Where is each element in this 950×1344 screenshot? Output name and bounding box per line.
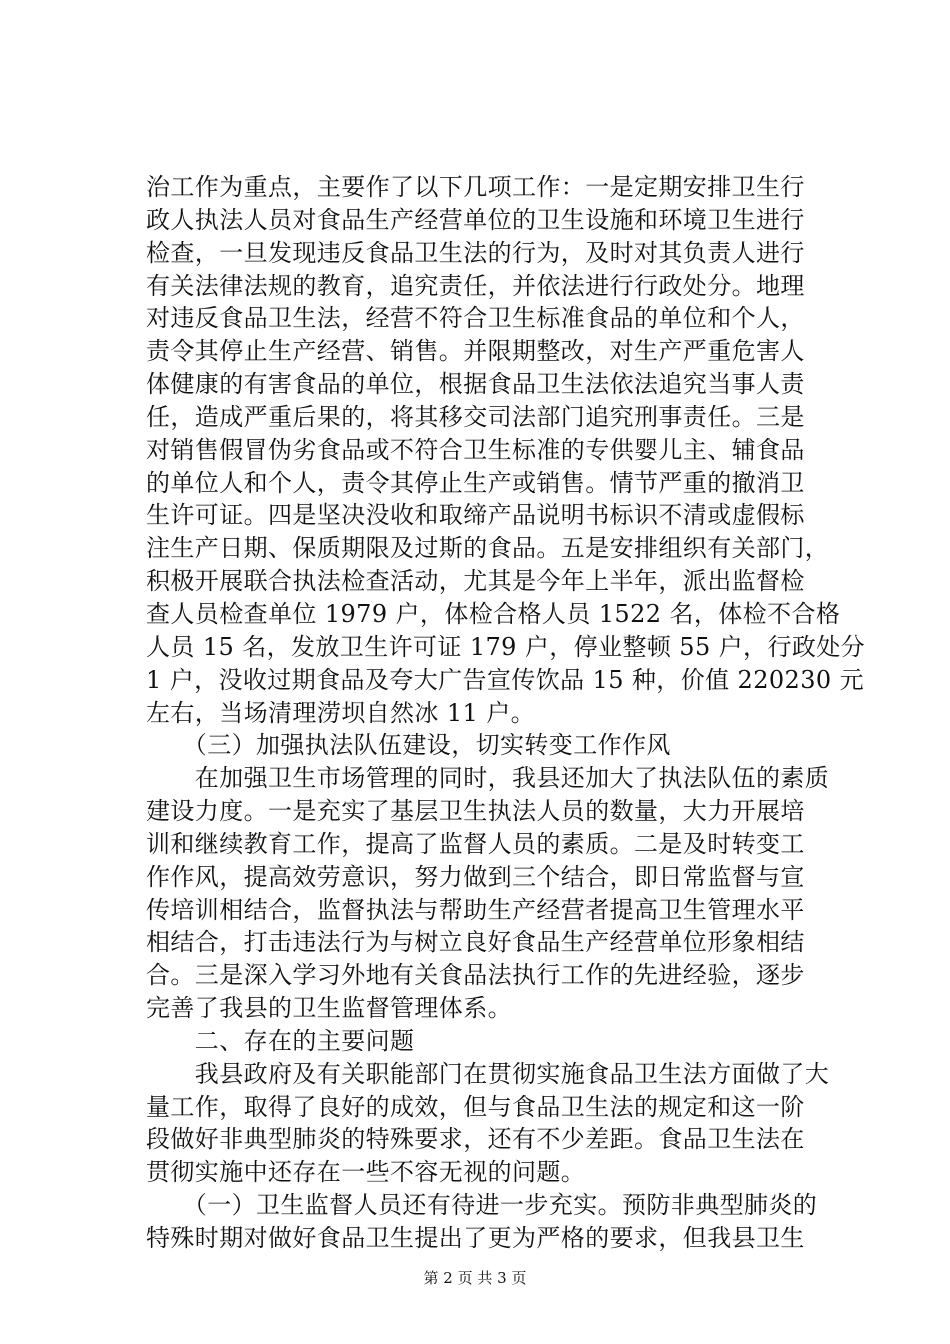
text-line: 对销售假冒伪劣食品或不符合卫生标准的专供婴儿主、辅食品 [146, 435, 805, 464]
text-line: 政人执法人员对食品生产经营单位的卫生设施和环境卫生进行 [146, 205, 805, 234]
section-heading: 二、存在的主要问题 [146, 1026, 415, 1055]
text-line: 治工作为重点，主要作了以下几项工作：一是定期安排卫生行 [146, 173, 805, 201]
text-line: 责令其停止生产经营、销售。并限期整改，对生产严重危害人 [146, 337, 805, 366]
text-line: 完善了我县的卫生监督管理体系。 [146, 994, 512, 1023]
text-line: 作作风，提高效劳意识，努力做到三个结合，即日常监督与宣 [146, 862, 805, 891]
text-line: 1 户，没收过期食品及夸大广告宣传饮品 15 种，价值 220230 元 [146, 665, 864, 694]
text-line: 任，造成严重后果的，将其移交司法部门追究刑事责任。三是 [146, 402, 805, 431]
text-line: 训和继续教育工作，提高了监督人员的素质。二是及时转变工 [146, 829, 805, 858]
text-line: 体健康的有害食品的单位，根据食品卫生法依法追究当事人责 [146, 370, 805, 399]
text-line: 在加强卫生市场管理的同时，我县还加大了执法队伍的素质 [146, 764, 830, 793]
section-heading: （三）加强执法队伍建设，切实转变工作作风 [146, 731, 671, 760]
text-line: 检查，一旦发现违反食品卫生法的行为，及时对其负责人进行 [146, 238, 805, 267]
text-line: 的单位人和个人，责令其停止生产或销售。情节严重的撤消卫 [146, 468, 805, 497]
text-line: 生许可证。四是坚决没收和取缔产品说明书标识不清或虚假标 [146, 501, 805, 530]
text-line: 量工作，取得了良好的成效，但与食品卫生法的规定和这一阶 [146, 1092, 805, 1121]
text-line: 左右，当场清理涝坝自然冰 11 户。 [146, 698, 535, 727]
text-line: 积极开展联合执法检查活动，尤其是今年上半年，派出监督检 [146, 567, 805, 596]
text-line: 有关法律法规的教育，追究责任，并依法进行行政处分。地理 [146, 271, 805, 300]
text-line: 特殊时期对做好食品卫生提出了更为严格的要求，但我县卫生 [146, 1224, 805, 1252]
text-line: 人员 15 名，发放卫生许可证 179 户，停业整顿 55 户，行政处分 [146, 632, 866, 661]
text-line: （一）卫生监督人员还有待进一步充实。预防非典型肺炎的 [146, 1191, 818, 1220]
text-line: 合。三是深入学习外地有关食品法执行工作的先进经验，逐步 [146, 961, 805, 990]
page-number-footer: 第 2 页 共 3 页 [423, 1269, 527, 1287]
text-line: 贯彻实施中还存在一些不容无视的问题。 [146, 1158, 586, 1187]
text-line: 注生产日期、保质期限及过斯的食品。五是安排组织有关部门， [146, 534, 830, 563]
text-line: 段做好非典型肺炎的特殊要求，还有不少差距。食品卫生法在 [146, 1125, 805, 1154]
text-line: 传培训相结合，监督执法与帮助生产经营者提高卫生管理水平 [146, 895, 805, 924]
body-text [146, 171, 866, 1255]
text-line: 建设力度。一是充实了基层卫生执法人员的数量，大力开展培 [146, 797, 805, 826]
text-line: 查人员检查单位 1979 户，体检合格人员 1522 名，体检不合格 [146, 599, 841, 628]
text-line: 对违反食品卫生法，经营不符合卫生标准食品的单位和个人， [146, 304, 805, 333]
text-line: 我县政府及有关职能部门在贯彻实施食品卫生法方面做了大 [146, 1059, 830, 1088]
text-line: 相结合，打击违法行为与树立良好食品生产经营单位形象相结 [146, 928, 805, 957]
